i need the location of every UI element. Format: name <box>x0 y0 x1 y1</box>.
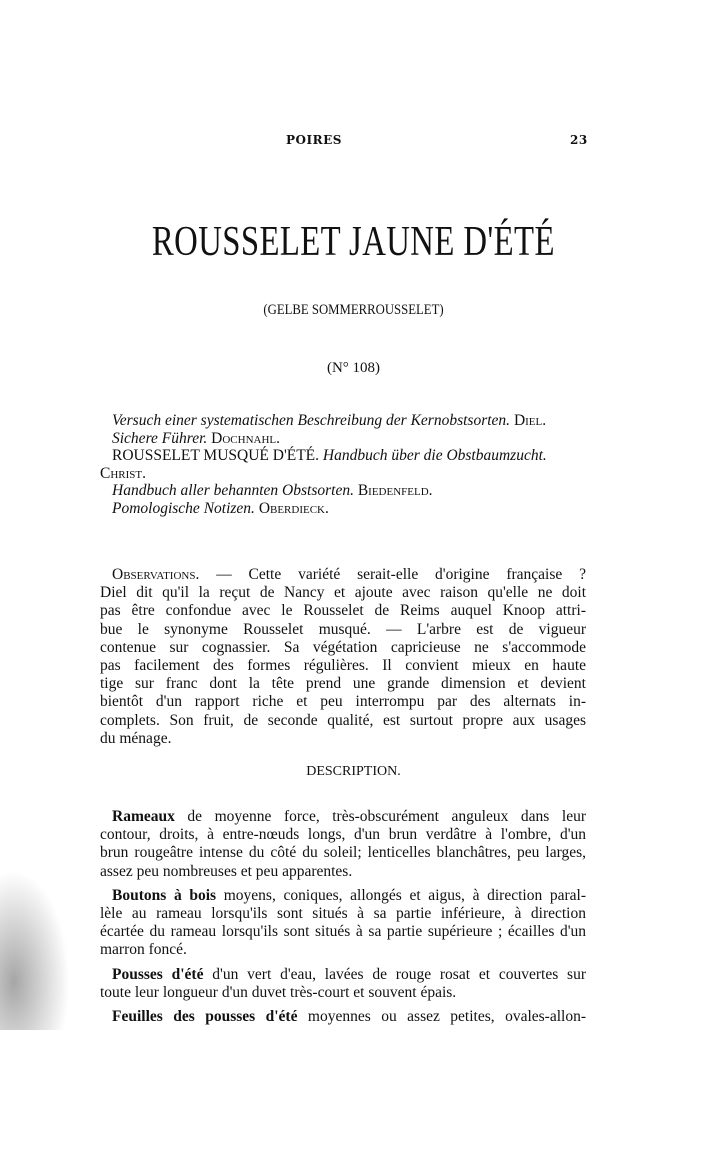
running-title: POIRES <box>286 133 342 147</box>
description-line: Boutons à bois moyens, coniques, allongés et aigus, à direction paral- <box>112 886 587 904</box>
reference-author: Christ. <box>100 464 146 482</box>
description-line: Pousses d'été d'un vert d'eau, lavées de rouge rosat et couvertes sur <box>112 965 586 983</box>
observation-line: complets. Son fruit, de seconde qualité, est surtout propre aux usages <box>100 711 586 729</box>
scan-noise <box>0 870 70 1030</box>
description-line: brun rougeâtre intense du côté du soleil; lenticelles blanchâtres, peu larges, <box>100 844 586 862</box>
reference-work: Pomologische Notizen. <box>112 499 255 517</box>
reference <box>100 447 586 482</box>
observation-line: bientôt d'un rapport riche et peu interrompu par des alternats in- <box>100 693 586 711</box>
reference-synonym: ROUSSELET MUSQUÉ D'ÉTÉ. <box>112 447 320 464</box>
references <box>100 412 586 517</box>
observation-line: Diel dit qu'il la reçut de Nancy et ajoute avec raison qu'elle ne doit <box>100 584 586 602</box>
reference <box>100 412 586 430</box>
observation-line: pas facilement des formes régulières. Il convient mieux en haute <box>100 657 586 675</box>
reference-author: Oberdieck. <box>258 499 329 517</box>
description-paragraph <box>100 887 586 960</box>
observation-line: tige sur franc dont la tête prend une grande dimension et devient <box>100 675 586 693</box>
description-paragraph <box>100 966 586 1002</box>
observation-line: bue le synonyme Rousselet musqué. — L'arbre est de vigueur <box>100 620 586 638</box>
reference-work: Sichere Führer. <box>112 429 208 447</box>
description-term: Feuilles des pousses d'été <box>112 1008 298 1026</box>
description-line: Rameaux de moyenne force, très-obscurément anguleux dans leur <box>112 808 586 825</box>
variety-number: (N° 108) <box>326 360 381 376</box>
observation-line: contenue sur cognassier. Sa végétation capricieuse ne s'accommode <box>100 638 586 656</box>
description-line: écartée du rameau lorsqu'ils sont situés à sa partie supérieure ; écailles d'un <box>100 923 586 941</box>
subtitle: (GELBE SOMMERROUSSELET) <box>263 302 444 318</box>
observations-label: Observations. <box>112 566 200 583</box>
page-number: 23 <box>570 133 588 147</box>
description-paragraph <box>100 808 586 881</box>
observation-line: du ménage. <box>100 729 172 747</box>
observation-line: pas être confondue avec le Rousselet de Reims auquel Knoop attri- <box>100 602 586 620</box>
description-term: Rameaux <box>112 808 175 825</box>
reference-work: Handbuch über die Obstbaumzucht. <box>322 447 547 464</box>
reference <box>100 500 586 518</box>
observation-line: Observations. — Cette variété serait-elle d'origine française ? <box>112 566 586 583</box>
reference <box>100 430 586 448</box>
page-title: ROUSSELET JAUNE D'ÉTÉ <box>151 219 555 265</box>
description-line: marron foncé. <box>100 941 187 959</box>
description-line: assez peu nombreuses et peu apparentes. <box>100 862 353 880</box>
description-line: toute leur longueur d'un duvet très-court et souvent épais. <box>100 983 457 1001</box>
description-term: Boutons à bois <box>112 886 217 904</box>
description-term: Pousses d'été <box>112 965 204 983</box>
description-heading: DESCRIPTION. <box>306 764 401 779</box>
description-paragraph <box>100 1008 586 1026</box>
description <box>100 808 586 1032</box>
description-line: lèle au rameau lorsqu'ils sont situés à sa partie inférieure, à direction <box>100 905 586 923</box>
reference-work: Handbuch aller behannten Obstsorten. <box>112 482 354 499</box>
description-line: Feuilles des pousses d'été moyennes ou assez petites, ovales-allon- <box>112 1008 586 1026</box>
observations <box>100 566 586 748</box>
reference-author: Diel. <box>513 412 547 429</box>
reference-author: Dochnahl. <box>211 429 281 447</box>
reference-author: Biedenfeld. <box>357 482 433 499</box>
description-line: contour, droits, à entre-nœuds longs, d'un brun verdâtre à l'ombre, d'un <box>100 826 586 844</box>
reference <box>100 482 586 500</box>
reference-work: Versuch einer systematischen Beschreibung der Kernobstsorten. <box>112 412 511 429</box>
